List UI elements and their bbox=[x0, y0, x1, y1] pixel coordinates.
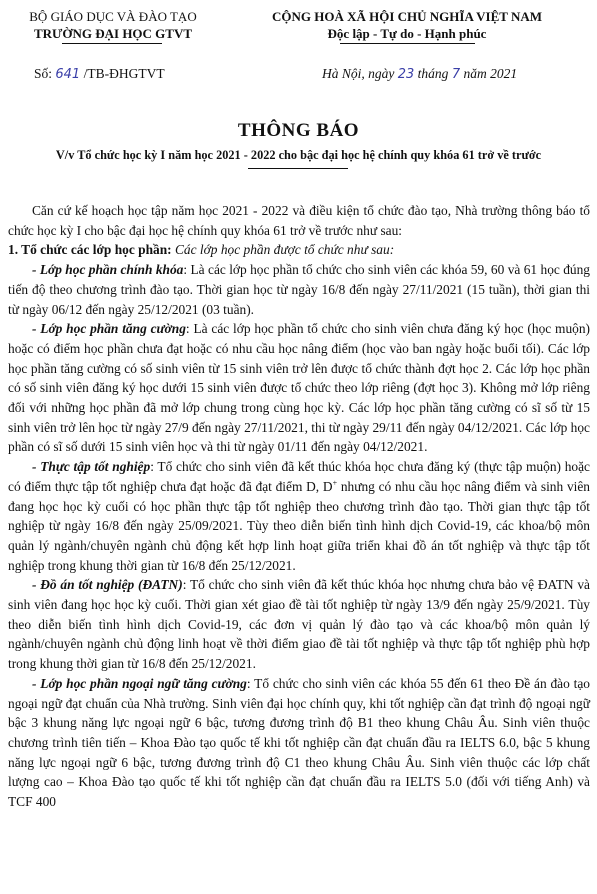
date-month-label: tháng bbox=[417, 66, 449, 81]
item-chinh-khoa bbox=[8, 260, 590, 319]
nation-motto: Độc lập - Tự do - Hạnh phúc bbox=[327, 26, 487, 41]
item-do-an-text: : Tổ chức cho sinh viên đã kết thúc khóa học nhưng chưa bảo vệ ĐATN và sinh viên đang học học kỳ cuối. Thời gian xét giao đề tài tốt nghiệp từ ngày 13/9 đến ngày 25/9/2021. Tùy theo diễn biến tình hình dịch Covid-19, các đơn vị quản lý đào tạo và các khoa/bộ môn quản lý ngành/chuyên ngành chủ động linh hoạt về thời điểm giao đề tài tốt nghiệp và thực tập tốt nghiệp phù hợp trong khung thời gian từ 16/8 đến 25/12/2021. bbox=[8, 577, 591, 672]
doc-number-prefix: Số: bbox=[34, 66, 53, 81]
issuer-underline bbox=[62, 43, 162, 44]
item-tang-cuong-label: - Lớp học phần tăng cường bbox=[32, 321, 186, 337]
university-name: TRƯỜNG ĐẠI HỌC GTVT bbox=[33, 26, 193, 41]
nation-name: CỘNG HOÀ XÃ HỘI CHỦ NGHĨA VIỆT NAM bbox=[271, 9, 543, 24]
doc-number-suffix: /TB-ĐHGTVT bbox=[83, 66, 165, 81]
item-chinh-khoa-label: - Lớp học phần chính khóa bbox=[32, 262, 184, 278]
document-title: THÔNG BÁO bbox=[237, 120, 360, 141]
item-ngoai-ngu-text: : Tổ chức cho sinh viên các khóa 55 đến 61 theo Đề án đào tạo ngoại ngữ đạt chuẩn của Nhà trường. Sinh viên đại học chính quy, khi tốt nghiệp cần đạt trình độ ngoại ngữ bậc 3 khung năng lực ngoại ngữ 6 bậc, tương đương trình độ B1 theo khung Châu Âu. Sinh viên thuộc chương trình tiên tiến – Khoa Đào tạo quốc tế khi tốt nghiệp cần đạt chuẩn đầu ra IELTS 6.0, bậc 5 khung năng lực ngoại ngữ 6 bậc, tương đương trình độ C1 theo khung Châu Âu. Sinh viên thuộc các lớp chất lượng cao – Khoa Đào tạo quốc tế khi tốt nghiệp cần đạt chuẩn đầu ra IELTS 5.0 (đối với tiếng Anh) và TCF 400 bbox=[8, 675, 590, 810]
issuer-block bbox=[8, 8, 218, 42]
doc-number-handwritten: 641 bbox=[55, 67, 81, 82]
item-tang-cuong bbox=[8, 319, 590, 457]
item-chinh-khoa-text: : Là các lớp học phần tổ chức cho sinh viên các khóa 59, 60 và 61 học đúng tiến độ theo chương trình đào tạo. Thời gian học từ ngày 16/8 đến ngày 27/11/2021 (15 tuần), thời gian thi từ ngày 06/12 đến ngày 25/12/2021 (03 tuần). bbox=[8, 262, 590, 317]
item-ngoai-ngu bbox=[8, 674, 590, 812]
item-thuc-tap bbox=[8, 457, 590, 575]
item-thuc-tap-text-b: nhưng có nhu cầu học nâng điểm và sinh viên đang học học kỳ cuối có học phần thực tập tốt nghiệp theo chương trình đào tạo. Thời gian thực tập tốt nghiệp từ ngày 16/8 đến ngày 25/09/2021. Tùy theo diễn biến tình hình dịch Covid-19, các khoa/bộ môn quản lý ngành/chuyên ngành chủ động kết hợp linh hoạt giữa triển khai đồ án tốt nghiệp và thực tập tốt nghiệp trong khung thời gian từ 16/8 đến 25/12/2021. bbox=[8, 478, 590, 573]
item-ngoai-ngu-label: - Lớp học phần ngoại ngữ tăng cường bbox=[32, 675, 247, 691]
date-month-handwritten: 7 bbox=[451, 67, 461, 82]
item-do-an bbox=[8, 575, 590, 674]
date-day-handwritten: 23 bbox=[397, 67, 415, 82]
item-do-an-label: - Đồ án tốt nghiệp (ĐATN) bbox=[32, 577, 183, 593]
issue-date bbox=[322, 66, 517, 82]
section-1-paragraph bbox=[8, 240, 590, 260]
document-number bbox=[34, 66, 165, 82]
date-place: Hà Nội, ngày bbox=[322, 66, 395, 81]
section-1-heading: 1. Tổ chức các lớp học phần: bbox=[8, 242, 172, 258]
item-thuc-tap-text-a: : Tổ chức cho sinh viên đã kết thúc khóa học chưa đăng ký (thực tập muộn) hoặc có điểm thực tập tốt nghiệp chưa đạt hoặc đã đạt điểm D, D bbox=[8, 459, 590, 494]
intro-paragraph: Căn cứ kế hoạch học tập năm học 2021 - 2022 và điều kiện tổ chức đào tạo, Nhà trường thông báo tổ chức học kỳ I cho bậc đại học hệ chính quy khóa 61 trở về trước như sau: bbox=[8, 203, 590, 238]
section-1-text: Các lớp học phần được tổ chức như sau: bbox=[171, 242, 395, 258]
motto-underline bbox=[340, 43, 475, 44]
item-thuc-tap-sup: + bbox=[332, 478, 338, 488]
ministry-name: BỘ GIÁO DỤC VÀ ĐÀO TẠO bbox=[29, 9, 197, 24]
item-tang-cuong-text: : Là các lớp học phần tổ chức cho sinh viên chưa đăng ký học (học muộn) hoặc có điểm học phần chưa đạt hoặc có nhu cầu học nâng điểm (học vào ban ngày hoặc buổi tối). Các lớp học phần tăng cường có số sinh viên từ 15 sinh viên trở lên được tổ chức thành đợt học 2. Các lớp học phần có số sinh viên đăng ký học dưới 15 sinh viên được tổ chức theo lớp riêng (đợt học 3). Không mở lớp riêng đối với những học phần đã mở lớp chung trong cùng học kỳ. Các lớp học phần tăng cường có sĩ số từ 15 sinh viên trở lên học từ ngày 27/9 đến ngày 27/11/2021, thi từ ngày 29/11 đến ngày 04/12/2021. Các lớp học phần có sĩ số dưới 15 sinh viên học và thi từ ngày 01/11 đến ngày 04/12/2021. bbox=[8, 321, 590, 455]
national-header bbox=[226, 8, 588, 42]
document-body bbox=[8, 201, 590, 812]
document-subtitle: V/v Tổ chức học kỳ I năm học 2021 - 2022 cho bậc đại học hệ chính quy khóa 61 trở về trước bbox=[55, 148, 542, 162]
subtitle-underline bbox=[248, 168, 348, 169]
date-year: năm 2021 bbox=[463, 66, 518, 81]
item-thuc-tap-label: - Thực tập tốt nghiệp bbox=[32, 459, 151, 475]
